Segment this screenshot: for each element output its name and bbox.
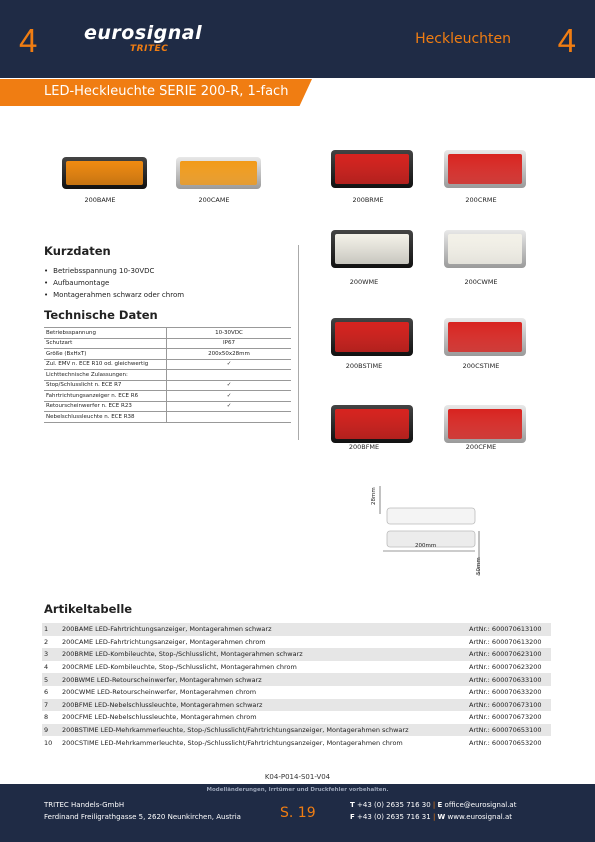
product-image-200cfme [444,405,526,443]
article-number: 10 [44,738,53,747]
spec-label: Stop/Schlusslicht n. ECE R7 [44,380,167,391]
product-image-200bfme [331,405,413,443]
dimension-width: 200mm [415,543,437,549]
page-title: LED-Heckleuchte SERIE 200-R, 1-fach [44,84,289,99]
spec-table [44,327,291,423]
article-number: 6 [44,688,49,697]
spec-value: IP67 [167,338,292,349]
article-description: 200CRME LED-Kombileuchte, Stop-/Schlusslicht, Montagerahmen chrom [62,663,297,672]
article-description: 200BFME LED-Nebelschlussleuchte, Montagerahmen schwarz [60,699,467,712]
footer-contact-line-2: F +43 (0) 2635 716 31 | W www.eurosignal.at [350,813,512,821]
article-row [42,736,551,749]
spec-value: ✓ [167,401,292,412]
product-label: 200CFME [465,443,497,451]
article-row [42,699,551,712]
product-image-200wme [331,230,413,268]
phone-number: +43 (0) 2635 716 30 [357,801,431,809]
product-label: 200BRME [352,196,384,204]
article-artnr: ArtNr.: 600070653200 [469,738,542,747]
spec-value [167,370,292,381]
article-artnr: ArtNr.: 600070613200 [469,637,542,646]
kurzdaten-item: • Betriebsspannung 10-30VDC [44,265,184,277]
article-description: 200BWME LED-Retourscheinwerfer, Montagerahmen schwarz [60,673,467,686]
article-number: 5 [42,673,60,686]
brand-logo [84,22,203,54]
spec-value: 10-30VDC [167,328,292,339]
document-code: K04-P014-S01-V04 [264,773,331,781]
article-description: 200BRME LED-Kombileuchte, Stop-/Schlusslicht, Montagerahmen schwarz [60,648,467,661]
article-table [42,623,551,749]
spec-label: Fahrtrichtungsanzeiger n. ECE R6 [44,391,167,402]
product-label: 200CRME [465,196,497,204]
phone-label: T [350,801,355,809]
technische-daten-heading: Technische Daten [44,308,158,322]
article-number: 4 [44,663,49,672]
kurzdaten-item: • Aufbaumontage [44,277,184,289]
article-description: 200CSTIME LED-Mehrkammerleuchte, Stop-/Schlusslicht/Fahrtrichtungsanzeiger, Montagerahmen chrom [62,738,403,747]
article-artnr: ArtNr.: 600070673200 [469,713,542,722]
category-title: Heckleuchten [415,31,511,47]
spec-label: Betriebsspannung [44,328,167,339]
spec-label: Retourscheinwerfer n. ECE R23 [44,401,167,412]
product-image-200bstime [331,318,413,356]
spec-value: ✓ [167,380,292,391]
spec-row [44,401,291,412]
article-number: 3 [42,648,60,661]
product-label: 200CSTIME [462,362,500,370]
spec-row [44,328,291,339]
kurzdaten-item: • Montagerahmen schwarz oder chrom [44,289,184,301]
article-row [42,724,551,737]
article-row [42,711,551,724]
article-row [42,648,551,661]
page-number: S. 19 [280,805,316,821]
spec-row [44,359,291,370]
article-artnr: ArtNr.: 600070633100 [467,673,551,686]
article-number: 7 [42,699,60,712]
product-image-200brme [331,150,413,188]
web-label: W [437,813,446,821]
spec-row [44,391,291,402]
spec-row [44,370,291,381]
spec-row [44,338,291,349]
lamp-profile-top [387,508,475,524]
product-image-200crme [444,150,526,188]
spec-value: ✓ [167,391,292,402]
section-number-left: 4 [19,22,38,59]
email-link[interactable]: office@eurosignal.at [444,801,517,809]
product-label: 200BAME [84,196,116,204]
kurzdaten-heading: Kurzdaten [44,244,111,258]
article-description: 200BSTIME LED-Mehrkammerleuchte, Stop-/Schlusslicht/Fahrtrichtungsanzeiger, Montagerahmen schwarz [60,724,467,737]
article-artnr: ArtNr.: 600070623200 [469,663,542,672]
product-label: 200CWME [464,278,498,286]
article-row [42,623,551,636]
spec-row [44,412,291,423]
article-number: 2 [44,637,49,646]
article-description: 200BAME LED-Fahrtrichtungsanzeiger, Montagerahmen schwarz [60,623,467,636]
article-row [42,686,551,699]
article-number: 9 [42,724,60,737]
article-artnr: ArtNr.: 600070613100 [467,623,551,636]
dimension-height: 50mm [476,557,482,575]
article-number: 8 [44,713,49,722]
spec-value: 200x50x28mm [167,349,292,360]
product-label: 200CAME [198,196,230,204]
product-image-200cstime [444,318,526,356]
product-image-200bame [62,157,147,189]
spec-value: ✓ [167,359,292,370]
kurzdaten-list [44,265,184,301]
logo-subbrand: TRITEC [130,44,169,54]
spec-row [44,349,291,360]
product-label: 200BSTIME [345,362,383,370]
article-description: 200CWME LED-Retourscheinwerfer, Montagerahmen chrom [62,688,257,697]
spec-label: Schutzart [44,338,167,349]
article-row [42,636,551,649]
fax-number: +43 (0) 2635 716 31 [357,813,431,821]
logo-wordmark: eurosignal [84,22,203,44]
article-row [42,661,551,674]
spec-value [167,412,292,423]
dimension-depth: 28mm [371,487,377,505]
email-label: E [437,801,443,809]
section-number-right: 4 [557,22,576,59]
product-image-200cwme [444,230,526,268]
column-divider [298,245,299,440]
footer-notice: Modelländerungen, Irrtümer und Druckfehler vorbehalten. [206,787,389,793]
fax-label: F [350,813,355,821]
article-row [42,673,551,686]
article-artnr: ArtNr.: 600070623100 [467,648,551,661]
product-image-200came [176,157,261,189]
article-artnr: ArtNr.: 600070653100 [467,724,551,737]
footer-address: Ferdinand Freiligrathgasse 5, 2620 Neunkirchen, Austria [44,813,241,821]
artikeltabelle-heading: Artikeltabelle [44,602,133,616]
article-artnr: ArtNr.: 600070673100 [467,699,551,712]
article-description: 200CAME LED-Fahrtrichtungsanzeiger, Montagerahmen chrom [62,637,266,646]
article-description: 200CFME LED-Nebelschlussleuchte, Montagerahmen chrom [62,713,257,722]
spec-row [44,380,291,391]
spec-label: Zul. EMV n. ECE R10 od. gleichwertig [44,359,167,370]
product-label: 200WME [349,278,379,286]
footer-company: TRITEC Handels-GmbH [44,801,125,809]
footer-contact-line-1: T +43 (0) 2635 716 30 | E office@eurosignal.at [350,801,517,809]
spec-label: Lichttechnische Zulassungen: [44,370,167,381]
article-number: 1 [42,623,60,636]
spec-label: Nebelschlussleuchte n. ECE R38 [44,412,167,423]
article-artnr: ArtNr.: 600070633200 [469,688,542,697]
spec-label: Größe (BxHxT) [44,349,167,360]
product-label: 200BFME [348,443,380,451]
web-link[interactable]: www.eurosignal.at [447,813,512,821]
